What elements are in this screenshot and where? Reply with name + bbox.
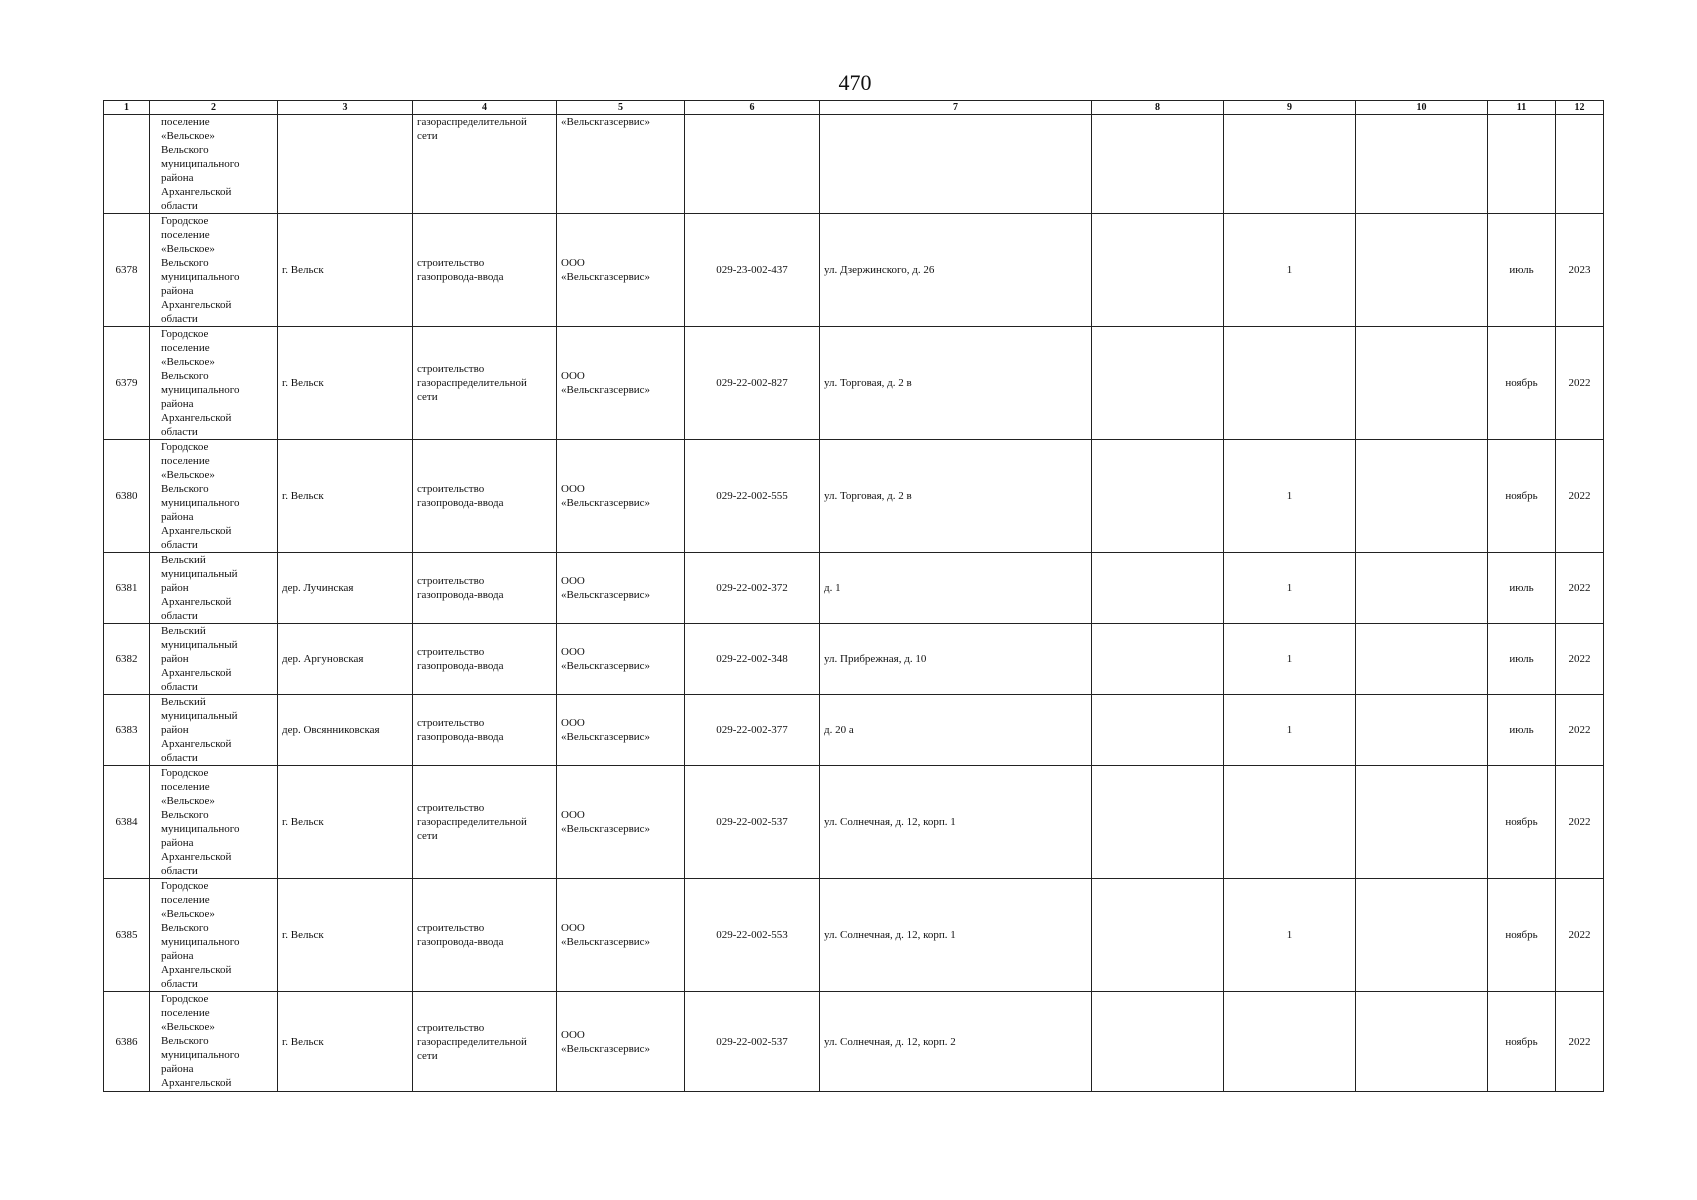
row-number: 6379 [104, 327, 150, 440]
locality-cell: дер. Лучинская [278, 553, 413, 624]
municipality-cell: Городское поселение «Вельское» Вельского муниципального района Архангельской области [150, 327, 278, 440]
month-cell: июль [1488, 624, 1556, 695]
count-cell [1224, 992, 1356, 1092]
work-type-cell: строительство газопровода-ввода [413, 440, 557, 553]
locality-cell: г. Вельск [278, 327, 413, 440]
organization-cell: ООО «Вельскгазсервис» [557, 214, 685, 327]
col-number-1: 1 [104, 101, 150, 115]
municipality-cell: поселение «Вельское» Вельского муниципального района Архангельской области [150, 115, 278, 214]
col10-cell [1356, 879, 1488, 992]
table-row [104, 879, 1604, 992]
row-number: 6384 [104, 766, 150, 879]
table-row [104, 440, 1604, 553]
col8-cell [1092, 553, 1224, 624]
col-number-5: 5 [557, 101, 685, 115]
col8-cell [1092, 695, 1224, 766]
address-cell: ул. Солнечная, д. 12, корп. 1 [820, 879, 1092, 992]
col10-cell [1356, 624, 1488, 695]
locality-cell: г. Вельск [278, 766, 413, 879]
table-row [104, 327, 1604, 440]
work-type-cell: строительство газопровода-ввода [413, 879, 557, 992]
col8-cell [1092, 992, 1224, 1092]
year-cell: 2023 [1556, 214, 1604, 327]
object-code-cell: 029-23-002-437 [685, 214, 820, 327]
object-code-cell [685, 115, 820, 214]
locality-cell: г. Вельск [278, 879, 413, 992]
organization-cell: ООО «Вельскгазсервис» [557, 766, 685, 879]
col8-cell [1092, 624, 1224, 695]
address-cell: д. 1 [820, 553, 1092, 624]
municipality-cell: Городское поселение «Вельское» Вельского муниципального района Архангельской области [150, 440, 278, 553]
municipality-cell: Вельский муниципальный район Архангельской области [150, 695, 278, 766]
municipality-cell: Вельский муниципальный район Архангельской области [150, 553, 278, 624]
organization-cell: ООО «Вельскгазсервис» [557, 992, 685, 1092]
count-cell: 1 [1224, 214, 1356, 327]
table-row [104, 695, 1604, 766]
col10-cell [1356, 440, 1488, 553]
col-number-6: 6 [685, 101, 820, 115]
work-type-cell: строительство газораспределительной сети [413, 766, 557, 879]
work-type-cell: строительство газопровода-ввода [413, 214, 557, 327]
address-cell: ул. Торговая, д. 2 в [820, 327, 1092, 440]
month-cell: ноябрь [1488, 766, 1556, 879]
col-number-7: 7 [820, 101, 1092, 115]
address-cell: д. 20 а [820, 695, 1092, 766]
object-code-cell: 029-22-002-537 [685, 766, 820, 879]
table-row [104, 992, 1604, 1092]
table-row [104, 214, 1604, 327]
col-number-10: 10 [1356, 101, 1488, 115]
col10-cell [1356, 214, 1488, 327]
month-cell: ноябрь [1488, 879, 1556, 992]
table-row [104, 553, 1604, 624]
col-number-2: 2 [150, 101, 278, 115]
locality-cell: г. Вельск [278, 214, 413, 327]
municipality-cell: Городское поселение «Вельское» Вельского муниципального района Архангельской области [150, 879, 278, 992]
row-number: 6385 [104, 879, 150, 992]
object-code-cell: 029-22-002-555 [685, 440, 820, 553]
month-cell: июль [1488, 695, 1556, 766]
col8-cell [1092, 115, 1224, 214]
work-type-cell: газораспределительной сети [413, 115, 557, 214]
object-code-cell: 029-22-002-553 [685, 879, 820, 992]
col-number-4: 4 [413, 101, 557, 115]
year-cell: 2022 [1556, 879, 1604, 992]
work-type-cell: строительство газопровода-ввода [413, 624, 557, 695]
col-number-8: 8 [1092, 101, 1224, 115]
year-cell: 2022 [1556, 624, 1604, 695]
object-code-cell: 029-22-002-348 [685, 624, 820, 695]
year-cell: 2022 [1556, 766, 1604, 879]
count-cell: 1 [1224, 440, 1356, 553]
month-cell: ноябрь [1488, 440, 1556, 553]
col10-cell [1356, 766, 1488, 879]
col10-cell [1356, 992, 1488, 1092]
page-number: 470 [838, 70, 872, 95]
municipality-cell: Вельский муниципальный район Архангельской области [150, 624, 278, 695]
address-cell: ул. Солнечная, д. 12, корп. 2 [820, 992, 1092, 1092]
organization-cell: «Вельскгазсервис» [557, 115, 685, 214]
year-cell: 2022 [1556, 553, 1604, 624]
column-number-row [104, 101, 1604, 115]
row-number: 6386 [104, 992, 150, 1092]
count-cell: 1 [1224, 553, 1356, 624]
gasification-register-table [103, 100, 1604, 1092]
locality-cell [278, 115, 413, 214]
object-code-cell: 029-22-002-372 [685, 553, 820, 624]
organization-cell: ООО «Вельскгазсервис» [557, 695, 685, 766]
col-number-9: 9 [1224, 101, 1356, 115]
month-cell: июль [1488, 214, 1556, 327]
municipality-cell: Городское поселение «Вельское» Вельского муниципального района Архангельской области [150, 766, 278, 879]
organization-cell: ООО «Вельскгазсервис» [557, 327, 685, 440]
table-row [104, 624, 1604, 695]
year-cell: 2022 [1556, 695, 1604, 766]
table-row [104, 766, 1604, 879]
work-type-cell: строительство газопровода-ввода [413, 695, 557, 766]
locality-cell: г. Вельск [278, 440, 413, 553]
month-cell: ноябрь [1488, 992, 1556, 1092]
col-number-3: 3 [278, 101, 413, 115]
work-type-cell: строительство газопровода-ввода [413, 553, 557, 624]
municipality-cell: Городское поселение «Вельское» Вельского муниципального района Архангельской области [150, 214, 278, 327]
address-cell: ул. Прибрежная, д. 10 [820, 624, 1092, 695]
row-number: 6378 [104, 214, 150, 327]
address-cell [820, 115, 1092, 214]
object-code-cell: 029-22-002-537 [685, 992, 820, 1092]
col10-cell [1356, 115, 1488, 214]
locality-cell: дер. Овсянниковская [278, 695, 413, 766]
locality-cell: дер. Аргуновская [278, 624, 413, 695]
count-cell [1224, 327, 1356, 440]
object-code-cell: 029-22-002-377 [685, 695, 820, 766]
col8-cell [1092, 214, 1224, 327]
count-cell [1224, 115, 1356, 214]
work-type-cell: строительство газораспределительной сети [413, 327, 557, 440]
col8-cell [1092, 766, 1224, 879]
col8-cell [1092, 327, 1224, 440]
month-cell: ноябрь [1488, 327, 1556, 440]
year-cell: 2022 [1556, 992, 1604, 1092]
locality-cell: г. Вельск [278, 992, 413, 1092]
col10-cell [1356, 695, 1488, 766]
row-number: 6380 [104, 440, 150, 553]
row-number: 6382 [104, 624, 150, 695]
organization-cell: ООО «Вельскгазсервис» [557, 553, 685, 624]
count-cell: 1 [1224, 624, 1356, 695]
organization-cell: ООО «Вельскгазсервис» [557, 440, 685, 553]
month-cell [1488, 115, 1556, 214]
year-cell [1556, 115, 1604, 214]
count-cell: 1 [1224, 695, 1356, 766]
col-number-11: 11 [1488, 101, 1556, 115]
year-cell: 2022 [1556, 327, 1604, 440]
object-code-cell: 029-22-002-827 [685, 327, 820, 440]
row-number: 6383 [104, 695, 150, 766]
year-cell: 2022 [1556, 440, 1604, 553]
municipality-cell: Городское поселение «Вельское» Вельского муниципального района Архангельской [150, 992, 278, 1092]
address-cell: ул. Торговая, д. 2 в [820, 440, 1092, 553]
col-number-12: 12 [1556, 101, 1604, 115]
count-cell: 1 [1224, 879, 1356, 992]
table-row [104, 115, 1604, 214]
col10-cell [1356, 327, 1488, 440]
col8-cell [1092, 440, 1224, 553]
address-cell: ул. Дзержинского, д. 26 [820, 214, 1092, 327]
row-number [104, 115, 150, 214]
organization-cell: ООО «Вельскгазсервис» [557, 879, 685, 992]
organization-cell: ООО «Вельскгазсервис» [557, 624, 685, 695]
address-cell: ул. Солнечная, д. 12, корп. 1 [820, 766, 1092, 879]
work-type-cell: строительство газораспределительной сети [413, 992, 557, 1092]
month-cell: июль [1488, 553, 1556, 624]
count-cell [1224, 766, 1356, 879]
col10-cell [1356, 553, 1488, 624]
row-number: 6381 [104, 553, 150, 624]
col8-cell [1092, 879, 1224, 992]
